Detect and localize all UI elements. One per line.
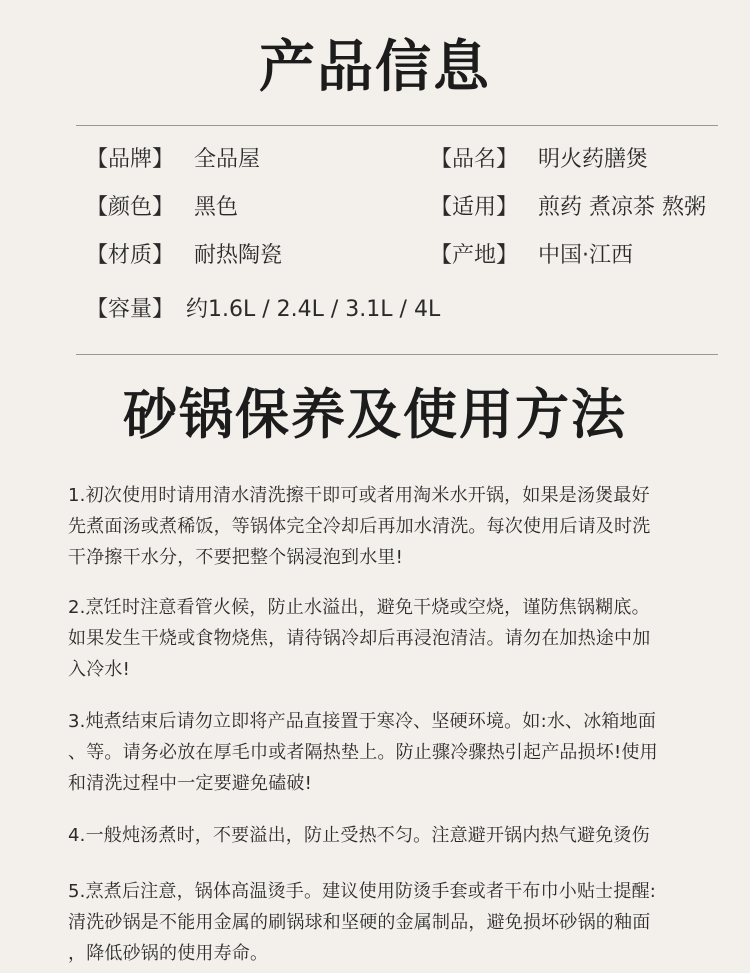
spec-origin: [430, 242, 633, 270]
spec-name-value: 明火药膳煲: [538, 147, 649, 172]
care-p3-line-3: 和清洗过程中一定要避免磕破!: [68, 773, 313, 794]
care-p5-line-1: 5.烹煮后注意，锅体高温烫手。建议使用防烫手套或者干布巾小贴士提醒:: [68, 881, 657, 902]
care-p3-line-2: 、等。请务必放在厚毛巾或者隔热垫上。防止骤冷骤热引起产品损坏!使用: [68, 742, 658, 763]
spec-color: [86, 194, 238, 222]
care-p4-line-1: 4.一般炖汤煮时，不要溢出，防止受热不匀。注意避开锅内热气避免烫伤: [68, 825, 650, 846]
spec-color-value: 黑色: [194, 195, 239, 220]
spec-origin-value: 中国·江西: [538, 243, 634, 268]
spec-brand-key: 【品牌】: [86, 147, 175, 172]
care-paragraph-4: [68, 820, 728, 851]
divider-top: [76, 125, 718, 126]
spec-name: [430, 146, 648, 174]
care-paragraph-3: [68, 706, 728, 799]
spec-capacity-value: 约1.6L / 2.4L / 3.1L / 4L: [186, 297, 441, 322]
spec-material-value: 耐热陶瓷: [194, 243, 283, 268]
care-paragraph-1: [68, 480, 728, 573]
care-p3-line-1: 3.炖煮结束后请勿立即将产品直接置于寒冷、坚硬环境。如:水、冰箱地面: [68, 711, 657, 732]
care-p2-line-1: 2.烹饪时注意看管火候，防止水溢出，避免干烧或空烧，谨防焦锅糊底。: [68, 597, 650, 618]
spec-capacity-key: 【容量】: [86, 297, 175, 322]
care-p2-line-3: 入冷水!: [68, 659, 131, 680]
care-p1-line-3: 干净擦干水分，不要把整个锅浸泡到水里!: [68, 547, 404, 568]
spec-material-key: 【材质】: [86, 243, 175, 268]
spec-color-key: 【颜色】: [86, 195, 175, 220]
spec-use-value: 煎药 煮凉茶 熬粥: [538, 195, 707, 220]
care-p1-line-1: 1.初次使用时请用清水清洗擦干即可或者用淘米水开锅，如果是汤煲最好: [68, 485, 650, 506]
care-p1-line-2: 先煮面汤或煮稀饭，等锅体完全冷却后再加水清洗。每次使用后请及时洗: [68, 516, 651, 537]
spec-use-key: 【适用】: [430, 195, 519, 220]
spec-origin-key: 【产地】: [430, 243, 519, 268]
spec-use: [430, 194, 706, 222]
care-p5-line-2: 清洗砂锅是不能用金属的刷锅球和坚硬的金属制品，避免损坏砂锅的釉面: [68, 912, 651, 933]
care-paragraph-5: [68, 876, 728, 969]
care-p2-line-2: 如果发生干烧或食物烧焦，请待锅冷却后再浸泡清洁。请勿在加热途中加: [68, 628, 651, 649]
spec-brand-value: 全品屋: [194, 147, 261, 172]
divider-middle: [76, 354, 718, 355]
spec-material: [86, 242, 282, 270]
care-title: 砂锅保养及使用方法: [123, 383, 627, 446]
care-p5-line-3: ，降低砂锅的使用寿命。: [68, 943, 269, 964]
product-info-title: 产品信息: [259, 35, 491, 100]
care-paragraph-2: [68, 592, 728, 685]
spec-brand: [86, 146, 260, 174]
spec-name-key: 【品名】: [430, 147, 519, 172]
spec-capacity: [86, 296, 440, 324]
